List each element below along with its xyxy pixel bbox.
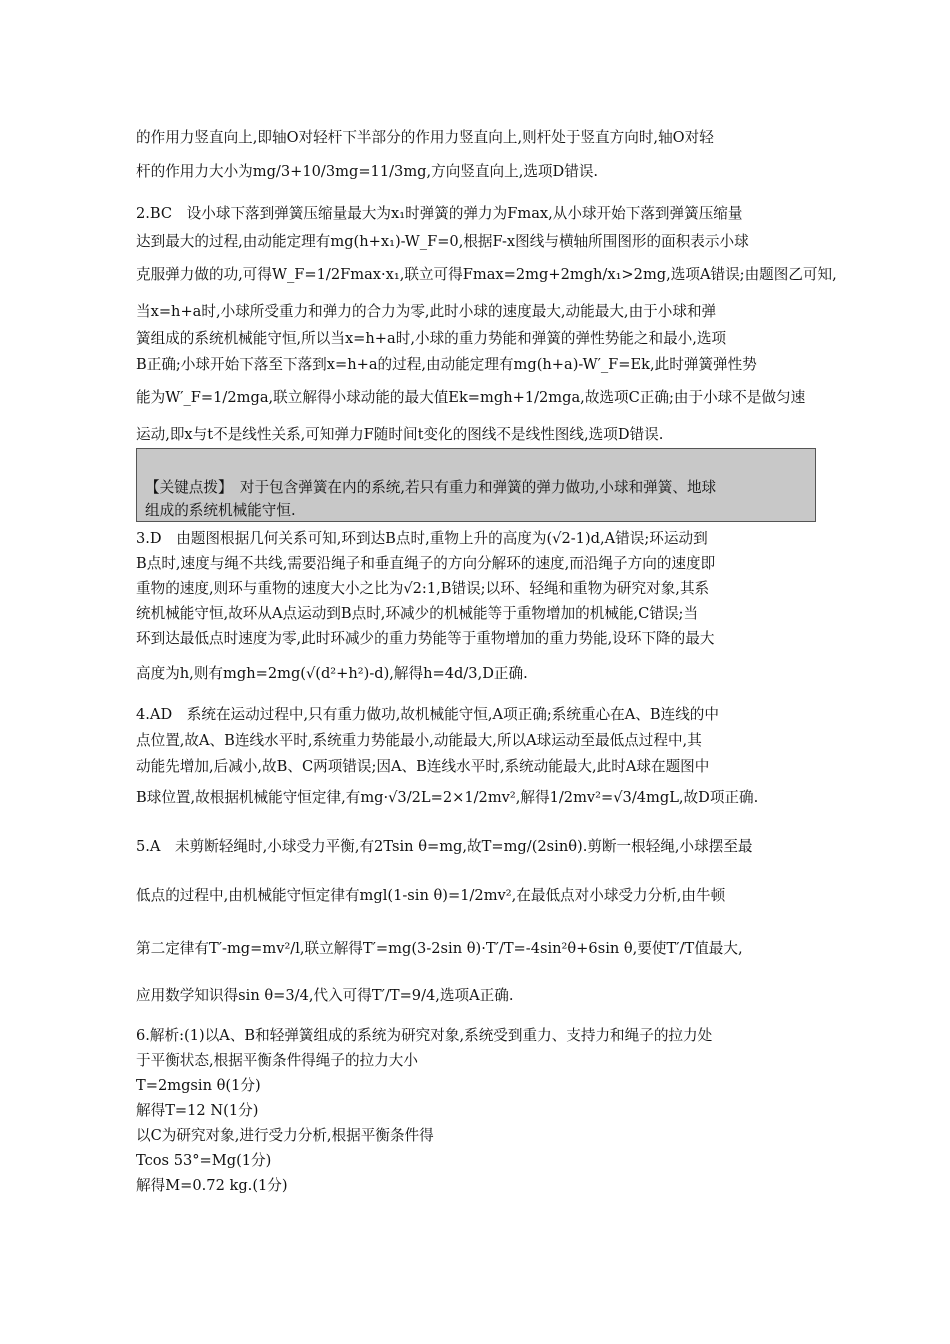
key-point-title-line: 【关键点拨】 对于包含弹簧在内的系统,若只有重力和弹簧的弹力做功,小球和弹簧、地球 xyxy=(145,479,717,496)
text-line: 解得T=12 N(1分) xyxy=(136,1102,259,1119)
text-line: 达到最大的过程,由动能定理有mg(h+x₁)-W_F=0,根据F-x图线与横轴所围图形的面积表示小球 xyxy=(136,233,749,250)
text-line: Tcos 53°=Mg(1分) xyxy=(136,1152,272,1169)
text-line: 以C为研究对象,进行受力分析,根据平衡条件得 xyxy=(136,1127,434,1144)
text-line: 克服弹力做的功,可得W_F=1/2Fmax·x₁,联立可得Fmax=2mg+2mgh/x₁>2mg,选项A错误;由题图乙可知, xyxy=(136,266,837,283)
text-line: 运动,即x与t不是线性关系,可知弹力F随时间t变化的图线不是线性图线,选项D错误. xyxy=(136,426,664,443)
text-line: 于平衡状态,根据平衡条件得绳子的拉力大小 xyxy=(136,1052,418,1069)
text-line: 杆的作用力大小为mg/3+10/3mg=11/3mg,方向竖直向上,选项D错误. xyxy=(136,163,599,180)
text-line: 2.BC 设小球下落到弹簧压缩量最大为x₁时弹簧的弹力为Fmax,从小球开始下落到弹簧压缩量 xyxy=(136,205,743,222)
text-line: 当x=h+a时,小球所受重力和弹力的合力为零,此时小球的速度最大,动能最大,由于小球和弹 xyxy=(136,303,717,320)
text-line: 低点的过程中,由机械能守恒定律有mgl(1-sin θ)=1/2mv²,在最低点对小球受力分析,由牛顿 xyxy=(136,887,726,904)
text-line: 高度为h,则有mgh=2mg(√(d²+h²)-d),解得h=4d/3,D正确. xyxy=(136,665,528,682)
text-line: 簧组成的系统机械能守恒,所以当x=h+a时,小球的重力势能和弹簧的弹性势能之和最小,选项 xyxy=(136,330,727,347)
text-line: 6.解析:(1)以A、B和轻弹簧组成的系统为研究对象,系统受到重力、支持力和绳子的拉力处 xyxy=(136,1027,713,1044)
text-line: B点时,速度与绳不共线,需要沿绳子和垂直绳子的方向分解环的速度,而沿绳子方向的速度即 xyxy=(136,555,716,572)
text-line: 重物的速度,则环与重物的速度大小之比为√2:1,B错误;以环、轻绳和重物为研究对象,其系 xyxy=(136,580,710,597)
text-line: 应用数学知识得sin θ=3/4,代入可得T′/T=9/4,选项A正确. xyxy=(136,987,514,1004)
text-line: 5.A 未剪断轻绳时,小球受力平衡,有2Tsin θ=mg,故T=mg/(2sinθ).剪断一根轻绳,小球摆至最 xyxy=(136,838,753,855)
text-line: 的作用力竖直向上,即轴O对轻杆下半部分的作用力竖直向上,则杆处于竖直方向时,轴O对轻 xyxy=(136,129,714,146)
text-line: 动能先增加,后减小,故B、C两项错误;因A、B连线水平时,系统动能最大,此时A球在题图中 xyxy=(136,758,710,775)
text-line: 点位置,故A、B连线水平时,系统重力势能最小,动能最大,所以A球运动至最低点过程中,其 xyxy=(136,732,702,749)
text-line: 解得M=0.72 kg.(1分) xyxy=(136,1177,288,1194)
key-point-line: 组成的系统机械能守恒. xyxy=(145,502,296,519)
key-point-box xyxy=(136,448,816,522)
text-line: B球位置,故根据机械能守恒定律,有mg·√3/2L=2×1/2mv²,解得1/2mv²=√3/4mgL,故D项正确. xyxy=(136,789,759,806)
text-line: T=2mgsin θ(1分) xyxy=(136,1077,261,1094)
text-line: 能为W′_F=1/2mga,联立解得小球动能的最大值Ek=mgh+1/2mga,故选项C正确;由于小球不是做匀速 xyxy=(136,389,806,406)
text-line: 环到达最低点时速度为零,此时环减少的重力势能等于重物增加的重力势能,设环下降的最大 xyxy=(136,630,715,647)
text-line: 3.D 由题图根据几何关系可知,环到达B点时,重物上升的高度为(√2-1)d,A错误;环运动到 xyxy=(136,530,708,547)
text-line: B正确;小球开始下落至下落到x=h+a的过程,由动能定理有mg(h+a)-W′_F=Ek,此时弹簧弹性势 xyxy=(136,356,757,373)
text-line: 第二定律有T′-mg=mv²/l,联立解得T′=mg(3-2sin θ)·T′/T=-4sin²θ+6sin θ,要使T′/T值最大, xyxy=(136,940,743,957)
text-line: 4.AD 系统在运动过程中,只有重力做功,故机械能守恒,A项正确;系统重心在A、B连线的中 xyxy=(136,706,719,723)
text-line: 统机械能守恒,故环从A点运动到B点时,环减少的机械能等于重物增加的机械能,C错误;当 xyxy=(136,605,699,622)
